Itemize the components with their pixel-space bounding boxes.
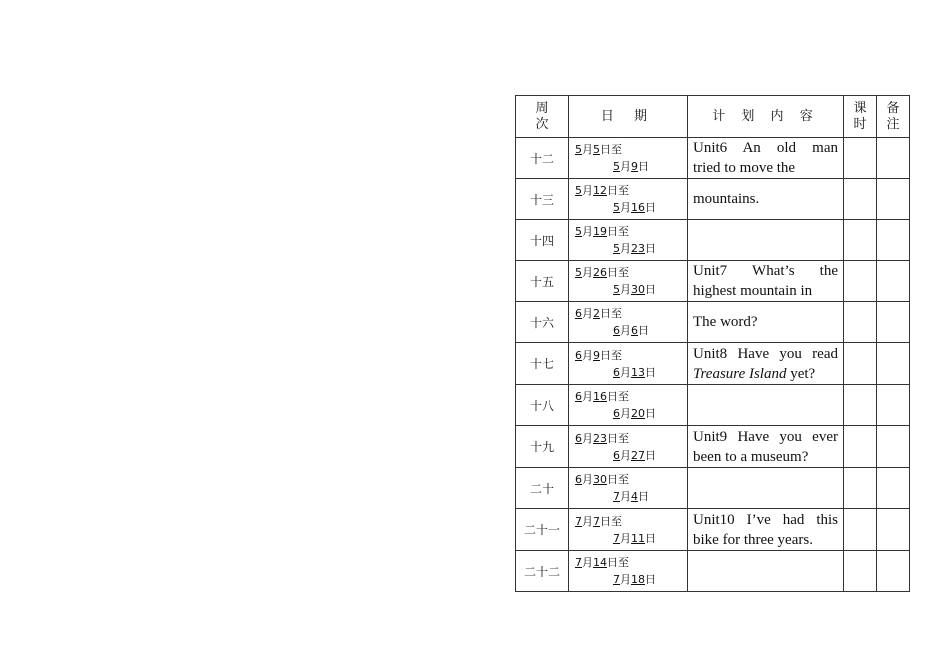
date-start [569,554,687,571]
plan-text-line1: Unit8 Have you read [693,345,838,362]
start-month: 5 [575,266,582,279]
date-cell [569,179,688,220]
plan-cell [688,261,844,302]
plan-text-rest: yet? [786,365,816,382]
date-start [569,347,687,364]
plan-cell [688,343,844,385]
day-label: 日 [638,490,649,503]
end-day: 4 [631,490,638,503]
month-label: 月 [582,266,593,279]
hours-cell [844,179,877,220]
date-end [569,281,687,298]
date-cell [569,343,688,385]
month-label: 月 [620,160,631,173]
end-day: 30 [631,283,645,296]
month-label: 月 [582,473,593,486]
date-cell [569,509,688,551]
date-cell [569,426,688,468]
notes-cell [877,426,910,468]
month-label: 月 [582,390,593,403]
header-week-line2: 次 [535,116,549,132]
month-label: 月 [582,514,593,528]
month-label: 月 [620,407,631,420]
header-notes-line2: 注 [886,116,900,132]
plan-cell [688,468,844,509]
week-cell: 十二 [516,138,569,179]
table-row [516,551,910,592]
month-label: 月 [620,242,631,255]
day-to-label: 日至 [607,225,629,238]
month-label: 月 [620,531,631,545]
start-month: 6 [575,473,582,486]
start-month: 6 [575,431,582,445]
day-to-label: 日至 [600,348,622,362]
month-label: 月 [582,431,593,445]
notes-cell [877,302,910,343]
end-month: 5 [613,242,620,255]
table-row [516,179,910,220]
start-month: 6 [575,307,582,320]
month-label: 月 [582,225,593,238]
week-cell: 十五 [516,261,569,302]
day-to-label: 日至 [607,431,629,445]
day-label: 日 [645,283,656,296]
date-end [569,199,687,216]
start-month: 7 [575,514,582,528]
end-month: 6 [613,448,620,462]
header-hours-line1: 课 [853,100,867,116]
start-month: 6 [575,348,582,362]
day-to-label: 日至 [607,390,629,403]
date-cell [569,261,688,302]
end-month: 7 [613,531,620,545]
end-month: 7 [613,490,620,503]
hours-cell [844,138,877,179]
notes-cell [877,261,910,302]
week-cell: 二十一 [516,509,569,551]
day-label: 日 [645,407,656,420]
date-start [569,471,687,488]
date-start [569,182,687,199]
notes-cell [877,138,910,179]
start-month: 6 [575,390,582,403]
end-day: 27 [631,448,645,462]
day-to-label: 日至 [600,307,622,320]
hours-cell [844,509,877,551]
date-start [569,223,687,240]
day-label: 日 [638,324,649,337]
plan-text-line1: Unit10 I’ve had this [693,511,838,528]
plan-text-line1: Unit9 Have you ever [693,428,838,445]
plan-text-line2: highest mountain in [693,283,813,299]
header-notes-line1: 备 [886,100,900,116]
hours-cell [844,220,877,261]
month-label: 月 [620,324,631,337]
end-day: 16 [631,201,645,214]
header-date: 日 期 [569,96,688,138]
month-label: 月 [620,365,631,379]
table-row [516,220,910,261]
day-label: 日 [645,242,656,255]
date-start [569,388,687,405]
table-row [516,385,910,426]
date-end [569,240,687,257]
day-to-label: 日至 [607,473,629,486]
start-day: 23 [593,431,607,445]
date-end [569,488,687,505]
plan-text-line1: The word? [693,314,758,330]
end-day: 6 [631,324,638,337]
date-cell [569,551,688,592]
hours-cell [844,302,877,343]
day-to-label: 日至 [600,514,622,528]
plan-cell [688,302,844,343]
notes-cell [877,220,910,261]
start-day: 14 [593,556,607,569]
day-to-label: 日至 [607,266,629,279]
start-month: 7 [575,556,582,569]
plan-text-line2: been to a museum? [693,448,809,465]
month-label: 月 [620,283,631,296]
hours-cell [844,343,877,385]
plan-cell [688,220,844,261]
week-cell: 十九 [516,426,569,468]
end-month: 6 [613,365,620,379]
date-end [569,405,687,422]
start-month: 5 [575,225,582,238]
date-end [569,364,687,381]
week-cell: 二十 [516,468,569,509]
date-cell [569,138,688,179]
month-label: 月 [620,201,631,214]
table-row [516,343,910,385]
plan-cell [688,179,844,220]
plan-cell [688,138,844,179]
month-label: 月 [620,573,631,586]
hours-cell [844,261,877,302]
start-day: 12 [593,184,607,197]
day-label: 日 [645,531,656,545]
plan-cell [688,385,844,426]
month-label: 月 [620,448,631,462]
notes-cell [877,509,910,551]
month-label: 月 [582,348,593,362]
end-month: 5 [613,283,620,296]
header-row [516,96,910,138]
header-notes [877,96,910,138]
notes-cell [877,385,910,426]
end-month: 5 [613,160,620,173]
plan-text-italic: Treasure Island [693,365,787,382]
hours-cell [844,468,877,509]
month-label: 月 [582,143,593,156]
date-end [569,322,687,339]
day-to-label: 日至 [600,143,622,156]
start-day: 9 [593,348,600,362]
table-row [516,138,910,179]
end-day: 23 [631,242,645,255]
header-hours [844,96,877,138]
end-month: 6 [613,324,620,337]
start-day: 19 [593,225,607,238]
hours-cell [844,385,877,426]
date-cell [569,220,688,261]
date-end [569,571,687,588]
start-day: 26 [593,266,607,279]
end-day: 20 [631,407,645,420]
plan-cell [688,551,844,592]
end-month: 5 [613,201,620,214]
notes-cell [877,551,910,592]
plan-text-line1: mountains. [693,191,760,207]
day-label: 日 [638,160,649,173]
date-start [569,264,687,281]
header-week [516,96,569,138]
end-day: 13 [631,365,645,379]
month-label: 月 [620,490,631,503]
date-cell [569,385,688,426]
date-cell [569,468,688,509]
start-day: 16 [593,390,607,403]
start-day: 30 [593,473,607,486]
week-cell: 十八 [516,385,569,426]
end-day: 18 [631,573,645,586]
date-end [569,447,687,464]
week-cell: 十四 [516,220,569,261]
day-to-label: 日至 [607,184,629,197]
start-day: 2 [593,307,600,320]
plan-text-line2: tried to move the [693,160,796,176]
notes-cell [877,343,910,385]
date-start [569,305,687,322]
plan-cell [688,426,844,468]
start-day: 5 [593,143,600,156]
end-month: 7 [613,573,620,586]
header-week-line1: 周 [535,100,549,116]
date-start [569,513,687,530]
notes-cell [877,468,910,509]
week-cell: 二十二 [516,551,569,592]
day-label: 日 [645,448,656,462]
day-to-label: 日至 [607,556,629,569]
header-hours-line2: 时 [853,116,867,132]
plan-text-line2: bike for three years. [693,531,813,548]
date-start [569,430,687,447]
table-row [516,261,910,302]
plan-text-line1: Unit7 What’s the [693,263,838,279]
schedule-table [515,95,910,592]
start-month: 5 [575,143,582,156]
day-label: 日 [645,365,656,379]
header-plan: 计 划 内 容 [688,96,844,138]
end-day: 11 [631,531,645,545]
day-label: 日 [645,201,656,214]
date-end [569,158,687,175]
date-end [569,530,687,547]
date-start [569,141,687,158]
hours-cell [844,551,877,592]
date-cell [569,302,688,343]
end-month: 6 [613,407,620,420]
month-label: 月 [582,184,593,197]
table-row [516,302,910,343]
start-month: 5 [575,184,582,197]
day-label: 日 [645,573,656,586]
hours-cell [844,426,877,468]
end-day: 9 [631,160,638,173]
week-cell: 十三 [516,179,569,220]
table-row [516,468,910,509]
plan-cell [688,509,844,551]
week-cell: 十六 [516,302,569,343]
start-day: 7 [593,514,600,528]
notes-cell [877,179,910,220]
plan-text-line1: Unit6 An old man [693,140,838,156]
week-cell: 十七 [516,343,569,385]
month-label: 月 [582,307,593,320]
month-label: 月 [582,556,593,569]
table-row [516,509,910,551]
table-row [516,426,910,468]
